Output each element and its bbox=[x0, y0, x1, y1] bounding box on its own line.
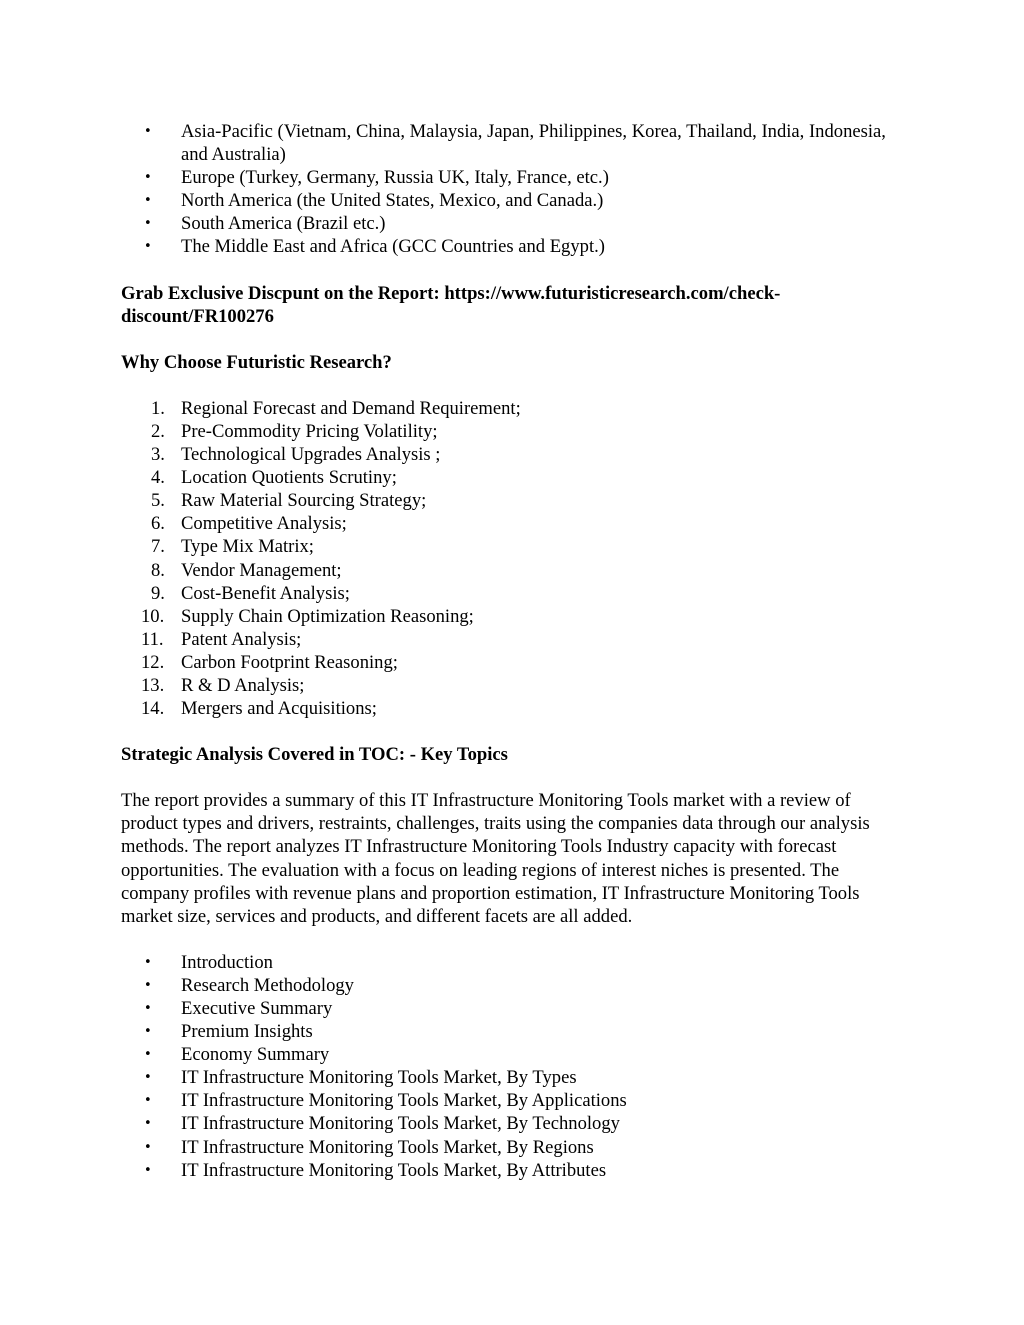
list-item bbox=[121, 605, 911, 628]
list-text: Regional Forecast and Demand Requirement; bbox=[181, 397, 521, 419]
list-text: Cost-Benefit Analysis; bbox=[181, 582, 350, 604]
list-item: • IT Infrastructure Monitoring Tools Market, By Applications bbox=[121, 1089, 911, 1112]
list-text: Mergers and Acquisitions; bbox=[181, 698, 377, 720]
list-number: 10. bbox=[141, 605, 165, 627]
list-text: Pre-Commodity Pricing Volatility; bbox=[181, 420, 438, 442]
list-item: • IT Infrastructure Monitoring Tools Market, By Regions bbox=[121, 1136, 911, 1159]
list-text: Type Mix Matrix; bbox=[181, 536, 314, 558]
list-item bbox=[121, 674, 911, 697]
list-text: Carbon Footprint Reasoning; bbox=[181, 651, 398, 673]
list-item bbox=[121, 582, 911, 605]
why-choose-list bbox=[121, 397, 911, 720]
discount-link[interactable]: https://www.futuristicresearch.com/check-discount/FR100276 bbox=[121, 282, 781, 327]
discount-label: Grab Exclusive Discpunt on the Report: bbox=[121, 282, 440, 304]
list-item bbox=[121, 512, 911, 535]
list-text: R & D Analysis; bbox=[181, 674, 305, 696]
list-item: • IT Infrastructure Monitoring Tools Market, By Attributes bbox=[121, 1159, 911, 1182]
list-item: • Premium Insights bbox=[121, 1020, 911, 1043]
why-choose-heading: Why Choose Futuristic Research? bbox=[121, 351, 392, 373]
list-item bbox=[121, 397, 911, 420]
list-number: 3. bbox=[151, 444, 165, 466]
list-item: • Economy Summary bbox=[121, 1043, 911, 1066]
list-number: 13. bbox=[141, 674, 165, 696]
toc-paragraph: The report provides a summary of this IT Infrastructure Monitoring Tools market with a review of product types and drivers, restraints, challenges, traits using the companies data through our analysis methods. The report analyzes IT Infrastructure Monitoring Tools Industry capacity with forecast opportunities. The evaluation with a focus on leading regions of interest niches is presented. The company profiles with revenue plans and proportion estimation, IT Infrastructure Monitoring Tools market size, services and products, and different facets are all added. bbox=[121, 790, 870, 927]
list-item: • North America (the United States, Mexico, and Canada.) bbox=[121, 189, 911, 212]
toc-heading: Strategic Analysis Covered in TOC: - Key Topics bbox=[121, 744, 508, 766]
list-item: • Introduction bbox=[121, 951, 911, 974]
list-text: Vendor Management; bbox=[181, 559, 342, 581]
list-item bbox=[121, 443, 911, 466]
list-item: • Executive Summary bbox=[121, 997, 911, 1020]
list-number: 1. bbox=[151, 397, 165, 419]
list-item bbox=[121, 697, 911, 720]
list-item bbox=[121, 559, 911, 582]
list-item: • Research Methodology bbox=[121, 974, 911, 997]
list-item bbox=[121, 466, 911, 489]
list-text: Patent Analysis; bbox=[181, 628, 302, 650]
list-item bbox=[121, 489, 911, 512]
list-item bbox=[121, 628, 911, 651]
list-item: • Europe (Turkey, Germany, Russia UK, Italy, France, etc.) bbox=[121, 166, 911, 189]
list-text: Technological Upgrades Analysis ; bbox=[181, 444, 441, 466]
list-text: Competitive Analysis; bbox=[181, 513, 347, 535]
list-number: 14. bbox=[141, 698, 165, 720]
list-item bbox=[121, 535, 911, 558]
list-item bbox=[121, 651, 911, 674]
list-number: 8. bbox=[151, 559, 165, 581]
list-item: • IT Infrastructure Monitoring Tools Market, By Types bbox=[121, 1066, 911, 1089]
list-number: 2. bbox=[151, 420, 165, 442]
list-text: Supply Chain Optimization Reasoning; bbox=[181, 605, 474, 627]
list-item: • The Middle East and Africa (GCC Countries and Egypt.) bbox=[121, 235, 911, 258]
list-number: 5. bbox=[151, 490, 165, 512]
list-number: 6. bbox=[151, 513, 165, 535]
list-item: • Asia-Pacific (Vietnam, China, Malaysia, Japan, Philippines, Korea, Thailand, India, Indonesia, and Australia) bbox=[121, 120, 911, 166]
list-item: • IT Infrastructure Monitoring Tools Market, By Technology bbox=[121, 1112, 911, 1135]
list-text: Raw Material Sourcing Strategy; bbox=[181, 490, 427, 512]
list-number: 4. bbox=[151, 467, 165, 489]
list-text: Location Quotients Scrutiny; bbox=[181, 467, 397, 489]
toc-list bbox=[121, 951, 911, 1182]
list-number: 12. bbox=[141, 651, 165, 673]
list-item bbox=[121, 420, 911, 443]
list-number: 11. bbox=[141, 628, 164, 650]
discount-heading bbox=[121, 282, 911, 328]
document-content bbox=[121, 120, 911, 1182]
list-number: 9. bbox=[151, 582, 165, 604]
regions-list bbox=[121, 120, 911, 259]
list-item: • South America (Brazil etc.) bbox=[121, 212, 911, 235]
list-number: 7. bbox=[151, 536, 165, 558]
